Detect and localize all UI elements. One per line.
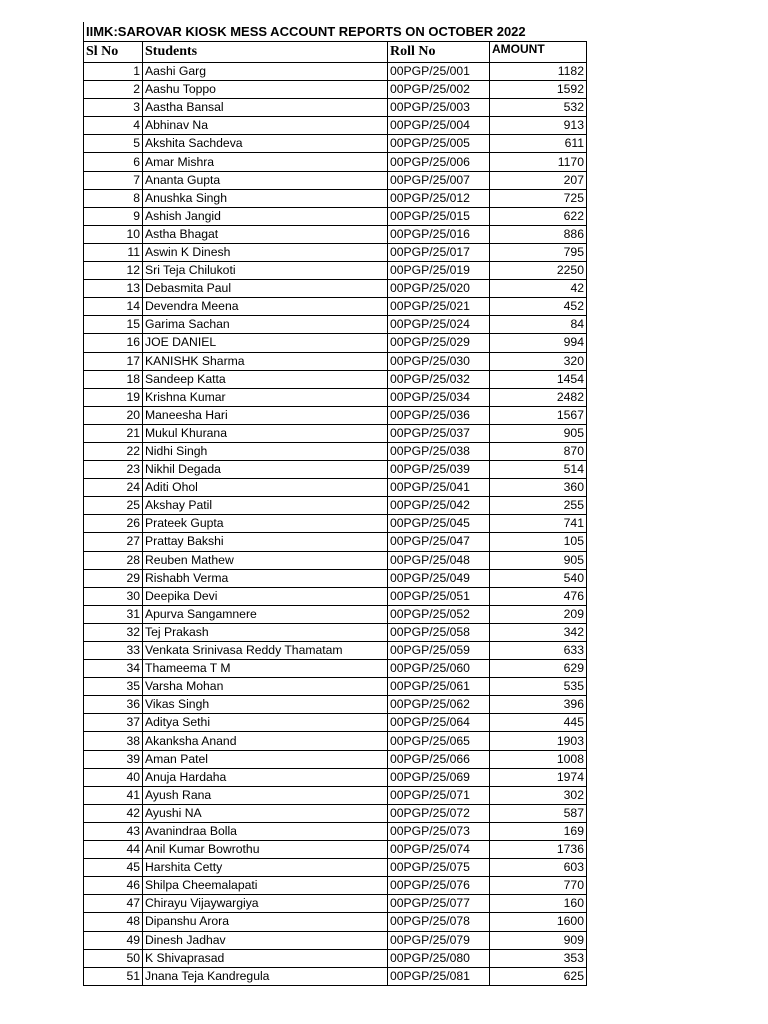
roll-no-cell: 00PGP/25/058 <box>388 623 490 641</box>
amount-cell: 42 <box>490 280 587 298</box>
table-row <box>84 623 587 641</box>
sl-cell: 41 <box>84 786 143 804</box>
roll-no-cell: 00PGP/25/015 <box>388 207 490 225</box>
sl-cell: 49 <box>84 931 143 949</box>
roll-no-cell: 00PGP/25/060 <box>388 660 490 678</box>
student-name-cell: Tej Prakash <box>143 623 388 641</box>
amount-cell: 1008 <box>490 750 587 768</box>
roll-no-cell: 00PGP/25/045 <box>388 515 490 533</box>
amount-cell: 84 <box>490 316 587 334</box>
amount-cell: 905 <box>490 424 587 442</box>
student-name-cell: Akshita Sachdeva <box>143 135 388 153</box>
student-name-cell: Shilpa Cheemalapati <box>143 877 388 895</box>
roll-no-cell: 00PGP/25/049 <box>388 569 490 587</box>
table-row <box>84 171 587 189</box>
table-row <box>84 859 587 877</box>
student-name-cell: Aswin K Dinesh <box>143 243 388 261</box>
roll-no-cell: 00PGP/25/051 <box>388 587 490 605</box>
sl-cell: 47 <box>84 895 143 913</box>
amount-cell: 514 <box>490 461 587 479</box>
student-name-cell: Amar Mishra <box>143 153 388 171</box>
student-name-cell: Mukul Khurana <box>143 424 388 442</box>
amount-cell: 452 <box>490 298 587 316</box>
sl-cell: 51 <box>84 967 143 985</box>
table-row <box>84 135 587 153</box>
sl-cell: 20 <box>84 406 143 424</box>
roll-no-cell: 00PGP/25/034 <box>388 388 490 406</box>
header-sl-no: Sl No <box>84 42 143 63</box>
student-name-cell: Ashish Jangid <box>143 207 388 225</box>
student-name-cell: Vikas Singh <box>143 696 388 714</box>
amount-cell: 909 <box>490 931 587 949</box>
sl-cell: 48 <box>84 913 143 931</box>
sl-cell: 16 <box>84 334 143 352</box>
account-table <box>83 41 587 986</box>
sl-cell: 42 <box>84 804 143 822</box>
amount-cell: 353 <box>490 949 587 967</box>
student-name-cell: Aashu Toppo <box>143 81 388 99</box>
sl-cell: 43 <box>84 822 143 840</box>
sl-cell: 29 <box>84 569 143 587</box>
sl-cell: 17 <box>84 352 143 370</box>
sl-cell: 8 <box>84 189 143 207</box>
header-students: Students <box>143 42 388 63</box>
student-name-cell: Deepika Devi <box>143 587 388 605</box>
student-name-cell: Garima Sachan <box>143 316 388 334</box>
table-row <box>84 479 587 497</box>
table-row <box>84 732 587 750</box>
amount-cell: 105 <box>490 533 587 551</box>
table-row <box>84 497 587 515</box>
roll-no-cell: 00PGP/25/042 <box>388 497 490 515</box>
roll-no-cell: 00PGP/25/001 <box>388 63 490 81</box>
amount-cell: 870 <box>490 442 587 460</box>
table-row <box>84 696 587 714</box>
roll-no-cell: 00PGP/25/019 <box>388 262 490 280</box>
table-row <box>84 551 587 569</box>
amount-cell: 1736 <box>490 841 587 859</box>
student-name-cell: Maneesha Hari <box>143 406 388 424</box>
student-name-cell: Ayushi NA <box>143 804 388 822</box>
roll-no-cell: 00PGP/25/012 <box>388 189 490 207</box>
sl-cell: 31 <box>84 605 143 623</box>
amount-cell: 741 <box>490 515 587 533</box>
roll-no-cell: 00PGP/25/037 <box>388 424 490 442</box>
sl-cell: 46 <box>84 877 143 895</box>
student-name-cell: Reuben Mathew <box>143 551 388 569</box>
table-row <box>84 822 587 840</box>
roll-no-cell: 00PGP/25/032 <box>388 370 490 388</box>
sl-cell: 12 <box>84 262 143 280</box>
student-name-cell: Aman Patel <box>143 750 388 768</box>
amount-cell: 725 <box>490 189 587 207</box>
roll-no-cell: 00PGP/25/052 <box>388 605 490 623</box>
amount-cell: 360 <box>490 479 587 497</box>
roll-no-cell: 00PGP/25/047 <box>388 533 490 551</box>
roll-no-cell: 00PGP/25/005 <box>388 135 490 153</box>
student-name-cell: Jnana Teja Kandregula <box>143 967 388 985</box>
roll-no-cell: 00PGP/25/041 <box>388 479 490 497</box>
roll-no-cell: 00PGP/25/079 <box>388 931 490 949</box>
amount-cell: 633 <box>490 642 587 660</box>
amount-cell: 396 <box>490 696 587 714</box>
table-row <box>84 189 587 207</box>
student-name-cell: Ayush Rana <box>143 786 388 804</box>
sl-cell: 6 <box>84 153 143 171</box>
roll-no-cell: 00PGP/25/064 <box>388 714 490 732</box>
roll-no-cell: 00PGP/25/016 <box>388 225 490 243</box>
roll-no-cell: 00PGP/25/039 <box>388 461 490 479</box>
table-row <box>84 967 587 985</box>
roll-no-cell: 00PGP/25/066 <box>388 750 490 768</box>
sl-cell: 25 <box>84 497 143 515</box>
amount-cell: 795 <box>490 243 587 261</box>
amount-cell: 629 <box>490 660 587 678</box>
sl-cell: 3 <box>84 99 143 117</box>
roll-no-cell: 00PGP/25/074 <box>388 841 490 859</box>
table-row <box>84 424 587 442</box>
student-name-cell: Devendra Meena <box>143 298 388 316</box>
table-row <box>84 280 587 298</box>
sl-cell: 2 <box>84 81 143 99</box>
sl-cell: 7 <box>84 171 143 189</box>
amount-cell: 535 <box>490 678 587 696</box>
table-row <box>84 768 587 786</box>
student-name-cell: Aditi Ohol <box>143 479 388 497</box>
roll-no-cell: 00PGP/25/002 <box>388 81 490 99</box>
sl-cell: 33 <box>84 642 143 660</box>
sl-cell: 1 <box>84 63 143 81</box>
roll-no-cell: 00PGP/25/071 <box>388 786 490 804</box>
student-name-cell: Prattay Bakshi <box>143 533 388 551</box>
amount-cell: 476 <box>490 587 587 605</box>
amount-cell: 1170 <box>490 153 587 171</box>
roll-no-cell: 00PGP/25/069 <box>388 768 490 786</box>
roll-no-cell: 00PGP/25/080 <box>388 949 490 967</box>
roll-no-cell: 00PGP/25/029 <box>388 334 490 352</box>
amount-cell: 209 <box>490 605 587 623</box>
roll-no-cell: 00PGP/25/004 <box>388 117 490 135</box>
amount-cell: 2250 <box>490 262 587 280</box>
student-name-cell: Apurva Sangamnere <box>143 605 388 623</box>
table-row <box>84 587 587 605</box>
student-name-cell: Nidhi Singh <box>143 442 388 460</box>
sl-cell: 19 <box>84 388 143 406</box>
amount-cell: 1600 <box>490 913 587 931</box>
student-name-cell: Nikhil Degada <box>143 461 388 479</box>
student-name-cell: Chirayu Vijaywargiya <box>143 895 388 913</box>
table-row <box>84 786 587 804</box>
student-name-cell: K Shivaprasad <box>143 949 388 967</box>
sl-cell: 45 <box>84 859 143 877</box>
table-row <box>84 117 587 135</box>
sl-cell: 15 <box>84 316 143 334</box>
amount-cell: 1454 <box>490 370 587 388</box>
header-amount: AMOUNT <box>490 42 587 63</box>
roll-no-cell: 00PGP/25/030 <box>388 352 490 370</box>
sl-cell: 27 <box>84 533 143 551</box>
sl-cell: 4 <box>84 117 143 135</box>
amount-cell: 255 <box>490 497 587 515</box>
student-name-cell: Prateek Gupta <box>143 515 388 533</box>
sl-cell: 13 <box>84 280 143 298</box>
table-row <box>84 225 587 243</box>
roll-no-cell: 00PGP/25/024 <box>388 316 490 334</box>
amount-cell: 603 <box>490 859 587 877</box>
amount-cell: 913 <box>490 117 587 135</box>
table-row <box>84 895 587 913</box>
student-name-cell: Debasmita Paul <box>143 280 388 298</box>
sl-cell: 36 <box>84 696 143 714</box>
student-name-cell: Dinesh Jadhav <box>143 931 388 949</box>
amount-cell: 611 <box>490 135 587 153</box>
sl-cell: 38 <box>84 732 143 750</box>
student-name-cell: Sri Teja Chilukoti <box>143 262 388 280</box>
student-name-cell: Sandeep Katta <box>143 370 388 388</box>
report-title: IIMK:SAROVAR KIOSK MESS ACCOUNT REPORTS ON OCTOBER 2022 <box>83 22 586 41</box>
sl-cell: 30 <box>84 587 143 605</box>
table-row <box>84 262 587 280</box>
student-name-cell: Aastha Bansal <box>143 99 388 117</box>
amount-cell: 445 <box>490 714 587 732</box>
student-name-cell: Anil Kumar Bowrothu <box>143 841 388 859</box>
student-name-cell: Anushka Singh <box>143 189 388 207</box>
amount-cell: 886 <box>490 225 587 243</box>
amount-cell: 2482 <box>490 388 587 406</box>
roll-no-cell: 00PGP/25/017 <box>388 243 490 261</box>
roll-no-cell: 00PGP/25/073 <box>388 822 490 840</box>
table-row <box>84 153 587 171</box>
sl-cell: 18 <box>84 370 143 388</box>
table-row <box>84 533 587 551</box>
amount-cell: 622 <box>490 207 587 225</box>
table-row <box>84 99 587 117</box>
amount-cell: 207 <box>490 171 587 189</box>
roll-no-cell: 00PGP/25/075 <box>388 859 490 877</box>
roll-no-cell: 00PGP/25/077 <box>388 895 490 913</box>
student-name-cell: Aditya Sethi <box>143 714 388 732</box>
sl-cell: 35 <box>84 678 143 696</box>
sl-cell: 11 <box>84 243 143 261</box>
sl-cell: 21 <box>84 424 143 442</box>
roll-no-cell: 00PGP/25/036 <box>388 406 490 424</box>
student-name-cell: Astha Bhagat <box>143 225 388 243</box>
student-name-cell: Akanksha Anand <box>143 732 388 750</box>
amount-cell: 532 <box>490 99 587 117</box>
amount-cell: 169 <box>490 822 587 840</box>
table-row <box>84 461 587 479</box>
sl-cell: 22 <box>84 442 143 460</box>
roll-no-cell: 00PGP/25/072 <box>388 804 490 822</box>
header-row <box>84 42 587 63</box>
table-row <box>84 913 587 931</box>
header-roll-no: Roll No <box>388 42 490 63</box>
student-name-cell: Ananta Gupta <box>143 171 388 189</box>
sl-cell: 10 <box>84 225 143 243</box>
student-name-cell: Akshay Patil <box>143 497 388 515</box>
table-row <box>84 81 587 99</box>
table-row <box>84 388 587 406</box>
amount-cell: 994 <box>490 334 587 352</box>
amount-cell: 1182 <box>490 63 587 81</box>
roll-no-cell: 00PGP/25/038 <box>388 442 490 460</box>
sl-cell: 39 <box>84 750 143 768</box>
table-row <box>84 877 587 895</box>
table-row <box>84 406 587 424</box>
amount-cell: 1592 <box>490 81 587 99</box>
student-name-cell: Varsha Mohan <box>143 678 388 696</box>
amount-cell: 302 <box>490 786 587 804</box>
table-row <box>84 63 587 81</box>
student-name-cell: Abhinav Na <box>143 117 388 135</box>
sl-cell: 50 <box>84 949 143 967</box>
table-row <box>84 949 587 967</box>
roll-no-cell: 00PGP/25/021 <box>388 298 490 316</box>
student-name-cell: Avanindraa Bolla <box>143 822 388 840</box>
roll-no-cell: 00PGP/25/065 <box>388 732 490 750</box>
table-row <box>84 750 587 768</box>
amount-cell: 1974 <box>490 768 587 786</box>
amount-cell: 1567 <box>490 406 587 424</box>
amount-cell: 320 <box>490 352 587 370</box>
amount-cell: 160 <box>490 895 587 913</box>
table-row <box>84 678 587 696</box>
sl-cell: 14 <box>84 298 143 316</box>
table-row <box>84 569 587 587</box>
roll-no-cell: 00PGP/25/081 <box>388 967 490 985</box>
table-row <box>84 243 587 261</box>
roll-no-cell: 00PGP/25/048 <box>388 551 490 569</box>
student-name-cell: Dipanshu Arora <box>143 913 388 931</box>
student-name-cell: Krishna Kumar <box>143 388 388 406</box>
roll-no-cell: 00PGP/25/007 <box>388 171 490 189</box>
student-name-cell: Rishabh Verma <box>143 569 388 587</box>
sl-cell: 40 <box>84 768 143 786</box>
roll-no-cell: 00PGP/25/020 <box>388 280 490 298</box>
table-row <box>84 804 587 822</box>
amount-cell: 540 <box>490 569 587 587</box>
sl-cell: 32 <box>84 623 143 641</box>
sl-cell: 9 <box>84 207 143 225</box>
table-body <box>84 63 587 986</box>
student-name-cell: Venkata Srinivasa Reddy Thamatam <box>143 642 388 660</box>
table-row <box>84 334 587 352</box>
sl-cell: 34 <box>84 660 143 678</box>
sl-cell: 37 <box>84 714 143 732</box>
table-row <box>84 931 587 949</box>
amount-cell: 905 <box>490 551 587 569</box>
amount-cell: 770 <box>490 877 587 895</box>
sl-cell: 44 <box>84 841 143 859</box>
sl-cell: 5 <box>84 135 143 153</box>
table-row <box>84 605 587 623</box>
student-name-cell: Thameema T M <box>143 660 388 678</box>
student-name-cell: Aashi Garg <box>143 63 388 81</box>
amount-cell: 587 <box>490 804 587 822</box>
table-row <box>84 298 587 316</box>
student-name-cell: KANISHK Sharma <box>143 352 388 370</box>
sl-cell: 28 <box>84 551 143 569</box>
roll-no-cell: 00PGP/25/059 <box>388 642 490 660</box>
table-row <box>84 714 587 732</box>
table-row <box>84 442 587 460</box>
table-row <box>84 515 587 533</box>
table-row <box>84 841 587 859</box>
sl-cell: 26 <box>84 515 143 533</box>
table-row <box>84 370 587 388</box>
table-row <box>84 660 587 678</box>
amount-cell: 1903 <box>490 732 587 750</box>
roll-no-cell: 00PGP/25/061 <box>388 678 490 696</box>
roll-no-cell: 00PGP/25/076 <box>388 877 490 895</box>
table-row <box>84 316 587 334</box>
table-row <box>84 352 587 370</box>
roll-no-cell: 00PGP/25/078 <box>388 913 490 931</box>
sl-cell: 23 <box>84 461 143 479</box>
table-row <box>84 642 587 660</box>
amount-cell: 342 <box>490 623 587 641</box>
student-name-cell: JOE DANIEL <box>143 334 388 352</box>
student-name-cell: Anuja Hardaha <box>143 768 388 786</box>
report-sheet <box>83 22 586 986</box>
table-row <box>84 207 587 225</box>
roll-no-cell: 00PGP/25/003 <box>388 99 490 117</box>
roll-no-cell: 00PGP/25/062 <box>388 696 490 714</box>
student-name-cell: Harshita Cetty <box>143 859 388 877</box>
sl-cell: 24 <box>84 479 143 497</box>
amount-cell: 625 <box>490 967 587 985</box>
roll-no-cell: 00PGP/25/006 <box>388 153 490 171</box>
